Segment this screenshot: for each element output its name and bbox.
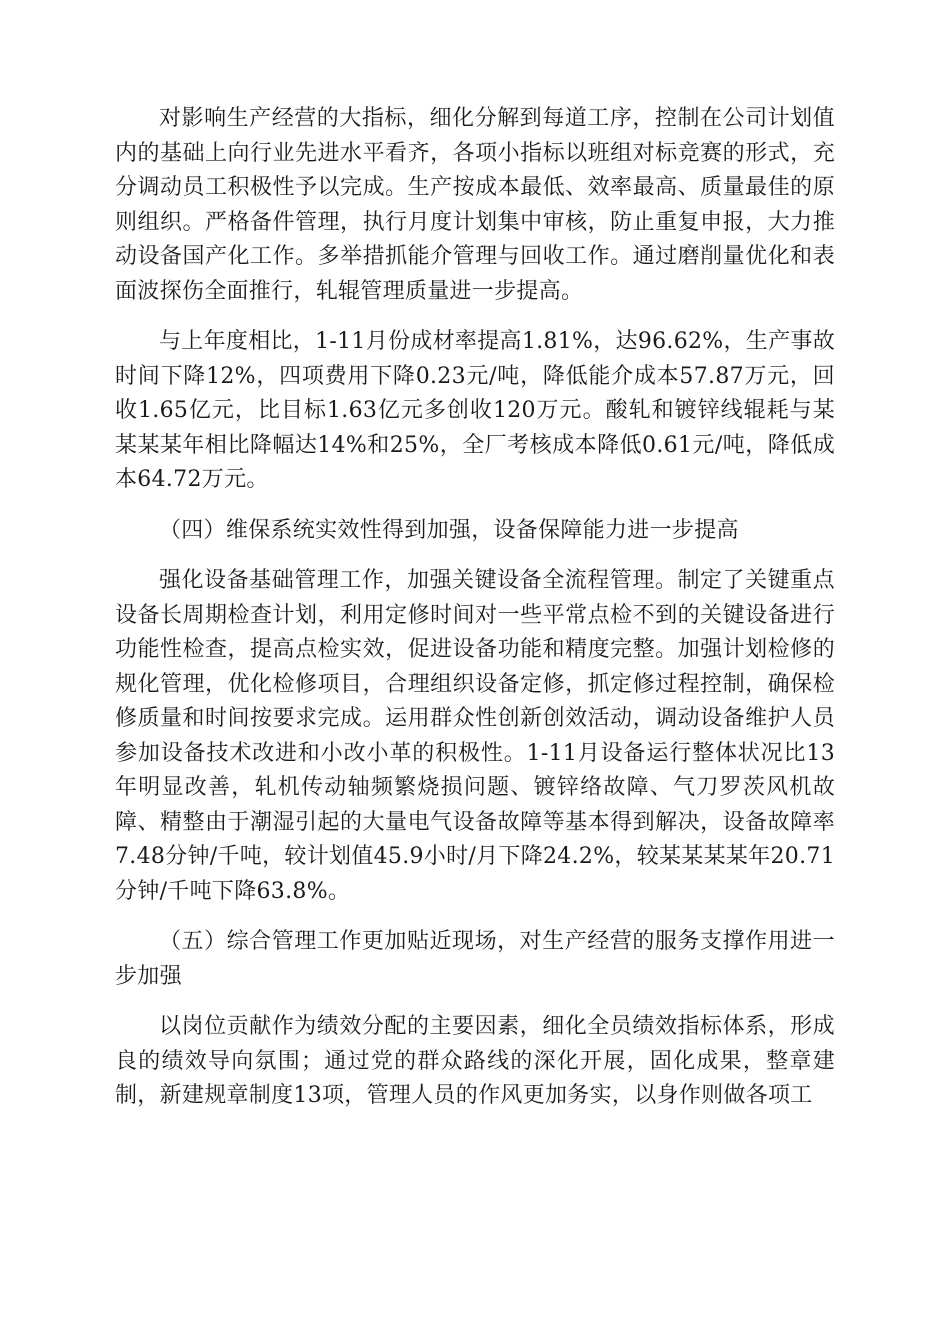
paragraph-indicator-management: 对影响生产经营的大指标，细化分解到每道工序，控制在公司计划值内的基础上向行业先进水平看齐，各项小指标以班组对标竞赛的形式，充分调动员工积极性予以完成。生产按成本最低、效率最高、质量最佳的原则组织。严格备件管理，执行月度计划集中审核，防止重复申报，大力推动设备国产化工作。多举措抓能介管理与回收工作。通过磨削量优化和表面波探伤全面推行，轧辊管理质量进一步提高。 — [115, 106, 835, 304]
paragraph-equipment-management: 强化设备基础管理工作，加强关键设备全流程管理。制定了关键重点设备长周期检查计划，利用定修时间对一些平常点检不到的关键设备进行功能性检查，提高点检实效，促进设备功能和精度完整。加强计划检修的规化管理，优化检修项目，合理组织设备定修，抓定修过程控制，确保检修质量和时间按要求完成。运用群众性创新创效活动，调动设备维护人员参加设备技术改进和小改小革的积极性。1-11月设备运行整体状况比13年明显改善，轧机传动轴频繁烧损问题、镀锌络故障、气刀罗茨风机故障、精整由于潮湿引起的大量电气设备故障等基本得到解决，设备故障率7.48分钟/千吨，较计划值45.9小时/月下降24.2%，较某某某某年20.71分钟/千吨下降63.8%。 — [115, 568, 835, 904]
section-heading-4: （四）维保系统实效性得到加强，设备保障能力进一步提高 — [159, 517, 739, 543]
paragraph-performance-management: 以岗位贡献作为绩效分配的主要因素，细化全员绩效指标体系，形成良的绩效导向氛围；通过党的群众路线的深化开展，固化成果，整章建制，新建规章制度13项，管理人员的作风更加务实，以身作则做各项工 — [115, 1014, 835, 1108]
paragraph-year-comparison: 与上年度相比，1-11月份成材率提高1.81%，达96.62%，生产事故时间下降12%，四项费用下降0.23元/吨，降低能介成本57.87万元，回收1.65亿元，比目标1.63亿元多创收120万元。酸轧和镀锌线辊耗与某某某某年相比降幅达14%和25%，全厂考核成本降低0.61元/吨，降低成本64.72万元。 — [115, 329, 836, 492]
section-heading-5: （五）综合管理工作更加贴近现场，对生产经营的服务支撑作用进一步加强 — [115, 929, 835, 989]
document-page — [115, 102, 835, 1130]
